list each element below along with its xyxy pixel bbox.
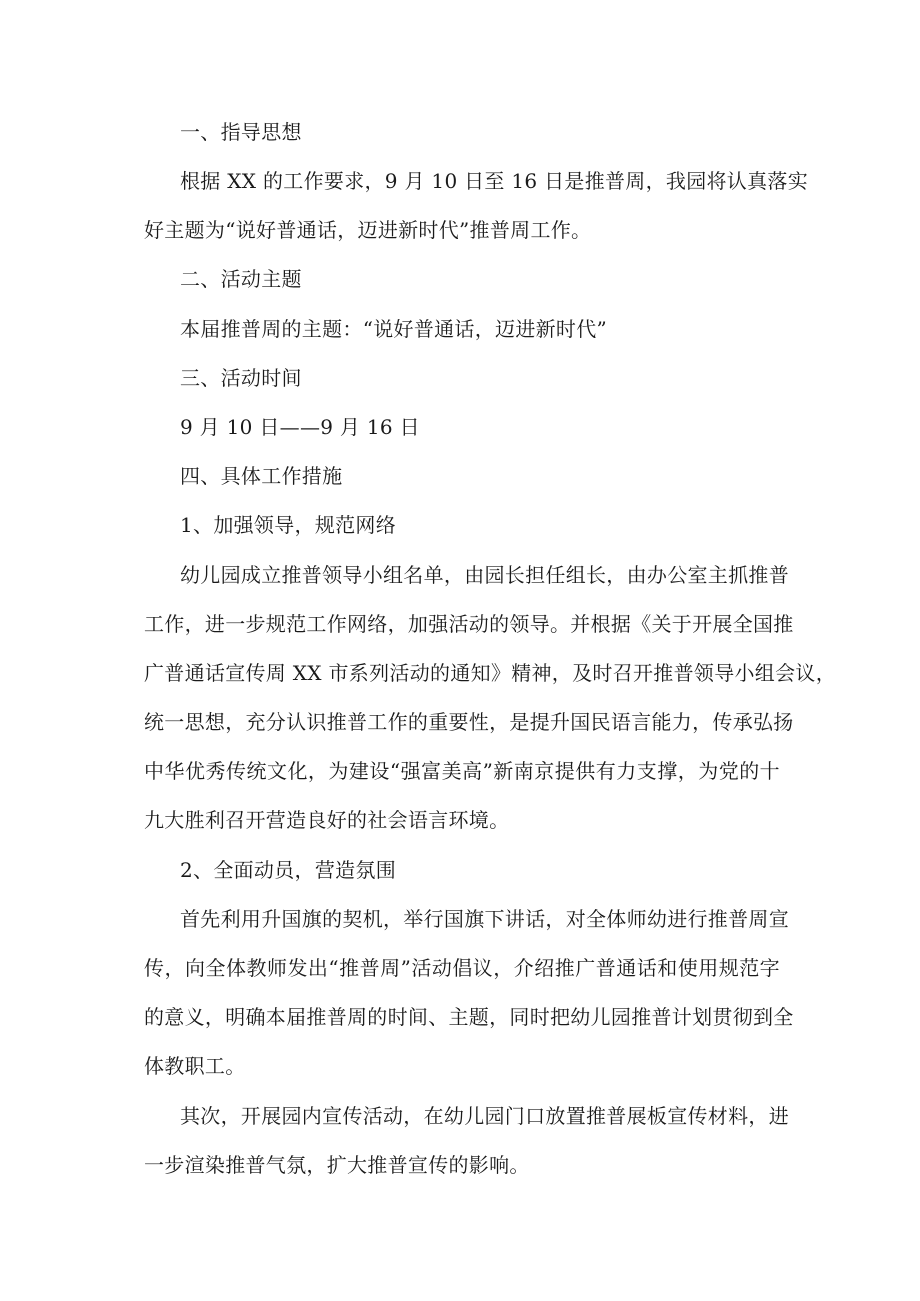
- paragraph-line: 工作，进一步规范工作网络，加强活动的领导。并根据《关于开展全国推: [144, 612, 794, 636]
- paragraph-line: 的意义，明确本届推普周的时间、主题，同时把幼儿园推普计划贯彻到全: [144, 1005, 794, 1029]
- paragraph-line: 九大胜利召开营造良好的社会语言环境。: [144, 808, 510, 832]
- paragraph-line: 传，向全体教师发出“推普周”活动倡议，介绍推广普通话和使用规范字: [144, 956, 780, 980]
- subheading-mobilization: 2、全面动员，营造氛围: [180, 858, 397, 882]
- subheading-leadership: 1、加强领导，规范网络: [180, 513, 397, 537]
- paragraph-line: 体教职工。: [144, 1054, 246, 1078]
- heading-activity-time: 三、活动时间: [180, 366, 302, 390]
- paragraph-line: 根据 XX 的工作要求，9 月 10 日至 16 日是推普周，我园将认真落实: [180, 169, 809, 193]
- paragraph-line: 一步渲染推普气氛，扩大推普宣传的影响。: [144, 1153, 530, 1177]
- heading-work-measures: 四、具体工作措施: [180, 464, 343, 488]
- paragraph-line: 统一思想，充分认识推普工作的重要性，是提升国民语言能力，传承弘扬: [144, 710, 794, 734]
- paragraph-line: 本届推普周的主题：“说好普通话，迈进新时代”: [180, 317, 608, 341]
- paragraph-line: 9 月 10 日——9 月 16 日: [180, 415, 420, 439]
- paragraph-line: 首先利用升国旗的契机，举行国旗下讲话，对全体师幼进行推普周宣: [180, 907, 789, 931]
- paragraph-line: 中华优秀传统文化，为建设“强富美高”新南京提供有力支撑，为党的十: [144, 759, 780, 783]
- paragraph-line: 其次，开展园内宣传活动，在幼儿园门口放置推普展板宣传材料，进: [180, 1104, 789, 1128]
- heading-guiding-ideology: 一、指导思想: [180, 120, 302, 144]
- paragraph-line: 幼儿园成立推普领导小组名单，由园长担任组长，由办公室主抓推普: [180, 563, 789, 587]
- paragraph-line: 好主题为“说好普通话，迈进新时代”推普周工作。: [144, 218, 592, 242]
- paragraph-line: 广普通话宣传周 XX 市系列活动的通知》精神，及时召开推普领导小组会议，: [144, 661, 836, 685]
- heading-activity-theme: 二、活动主题: [180, 267, 302, 291]
